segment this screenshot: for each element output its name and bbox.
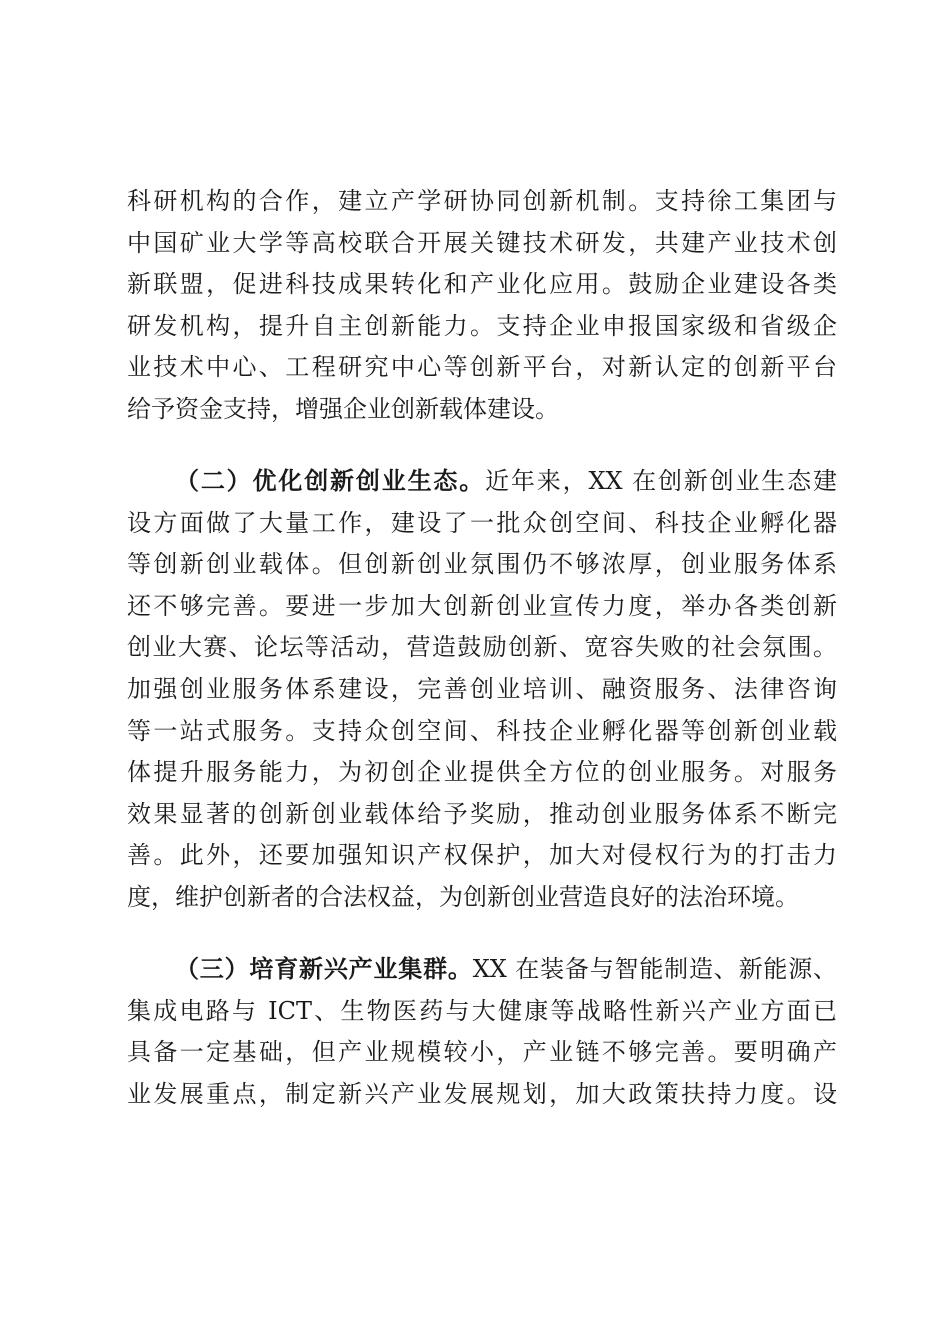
section-heading: （二）优化创新创业生态。 — [175, 467, 486, 495]
paragraph-1 — [127, 181, 837, 431]
paragraph-line: 研发机构，提升自主创新能力。支持企业申报国家级和省级企 — [127, 311, 837, 340]
paragraph-line: 给予资金支持，增强企业创新载体建设。 — [127, 394, 559, 423]
paragraph-line: 善。此外，还要加强知识产权保护，加大对侵权行为的打击力 — [127, 841, 837, 870]
paragraph-2 — [127, 461, 837, 919]
paragraph-text: 近年来，XX 在创新创业生态建 — [485, 467, 837, 495]
paragraph-first-line — [127, 461, 837, 503]
section-heading: （三）培育新兴产业集群。 — [175, 955, 473, 983]
paragraph-line: 业技术中心、工程研究中心等创新平台，对新认定的创新平台 — [127, 353, 837, 382]
paragraph-line: 加强创业服务体系建设，完善创业培训、融资服务、法律咨询 — [127, 674, 837, 703]
paragraph-line: 体提升服务能力，为初创企业提供全方位的创业服务。对服务 — [127, 758, 837, 787]
paragraph-line: 还不够完善。要进一步加大创新创业宣传力度，举办各类创新 — [127, 591, 837, 620]
paragraph-line: 等一站式服务。支持众创空间、科技企业孵化器等创新创业载 — [127, 716, 837, 745]
paragraph-line: 中国矿业大学等高校联合开展关键技术研发，共建产业技术创 — [127, 228, 837, 257]
paragraph-line: 创业大赛、论坛等活动，营造鼓励创新、宽容失败的社会氛围。 — [127, 633, 837, 662]
paragraph-line: 等创新创业载体。但创新创业氛围仍不够浓厚，创业服务体系 — [127, 550, 837, 579]
paragraph-line: 业发展重点，制定新兴产业发展规划，加大政策扶持力度。设 — [127, 1079, 837, 1108]
paragraph-line: 集成电路与 ICT、生物医药与大健康等战略性新兴产业方面已 — [127, 996, 837, 1025]
paragraph-line: 新联盟，促进科技成果转化和产业化应用。鼓励企业建设各类 — [127, 270, 837, 299]
paragraph-3 — [127, 949, 837, 1115]
paragraph-line: 设方面做了大量工作，建设了一批众创空间、科技企业孵化器 — [127, 508, 837, 537]
paragraph-line: 科研机构的合作，建立产学研协同创新机制。支持徐工集团与 — [127, 187, 837, 215]
paragraph-line: 效果显著的创新创业载体给予奖励，推动创业服务体系不断完 — [127, 799, 837, 828]
paragraph-line: 度，维护创新者的合法权益，为创新创业营造良好的法治环境。 — [127, 882, 799, 911]
paragraph-line: 具备一定基础，但产业规模较小，产业链不够完善。要明确产 — [127, 1038, 837, 1067]
paragraph-text: XX 在装备与智能制造、新能源、 — [472, 955, 837, 983]
paragraph-first-line — [127, 949, 837, 991]
